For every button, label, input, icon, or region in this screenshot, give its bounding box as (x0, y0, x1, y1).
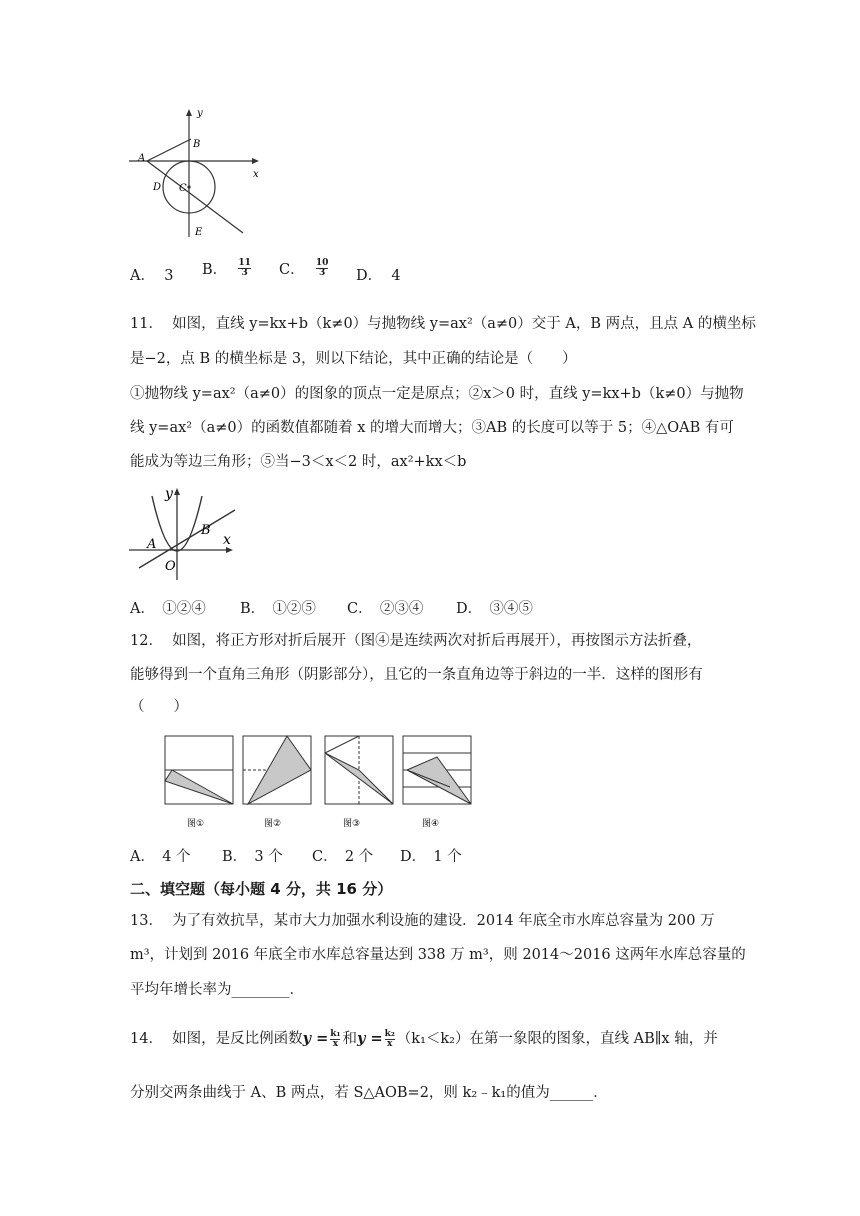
q10-label-d: D (153, 182, 162, 193)
q11-label-a: A (147, 537, 157, 552)
q12-line-2: 能够得到一个直角三角形（阴影部分），且它的一条直角边等于斜边的一半．这样的图形有 (130, 667, 703, 683)
q12-figure-3 (325, 736, 393, 804)
q11-line-3: ①抛物线 y=ax²（a≠0）的图象的顶点一定是原点；②x＞0 时，直线 y=kx+b（k≠0）与抛物 (130, 386, 744, 402)
q12-option-d[interactable]: D． 1 个 (400, 849, 462, 865)
q13-line-3: 平均年增长率为________． (130, 982, 304, 998)
q10-label-a: A (138, 153, 146, 164)
q11-label-o: O (165, 559, 176, 574)
q12-option-b[interactable]: B． 3 个 (222, 849, 283, 865)
q10-option-c[interactable]: C． $\frac{10}{3}$ (279, 258, 329, 278)
q12-figures (160, 733, 480, 833)
q11-option-b[interactable]: B． ①②⑤ (240, 601, 316, 617)
q14-line-2: 分别交两条曲线于 A、B 两点，若 S△AOB=2，则 k₂﹣k₁的值为______． (130, 1085, 608, 1101)
q10-label-e: E (195, 227, 203, 238)
q11-option-c[interactable]: C． ②③④ (347, 601, 424, 617)
q11-label-b: B (201, 523, 211, 538)
q12-option-a[interactable]: A． 4 个 (130, 849, 191, 865)
q13-line-1: 13． 为了有效抗旱，某市大力加强水利设施的建设．2014 年底全市水库总容量为 200 万 (130, 913, 715, 929)
q10-option-c-fraction: $\frac{10}{3}$ (315, 258, 329, 278)
q12-option-c[interactable]: C． 2 个 (312, 849, 374, 865)
q11-option-a[interactable]: A． ①②④ (130, 601, 206, 617)
q10-option-a[interactable]: A． 3 (130, 268, 174, 284)
q10-option-b-fraction: $\frac{11}{3}$ (238, 258, 251, 278)
q13-line-2: m³，计划到 2016 年底全市水库总容量达到 338 万 m³，则 2014～2016 这两年水库总容量的 (130, 947, 746, 963)
q14-fraction-k1: $\frac{\text{k₁}}{x}$ (330, 1028, 341, 1049)
q10-label-b: B (193, 139, 201, 150)
q12-label-1: 图① (187, 819, 205, 829)
q11-y-label: y (165, 486, 173, 502)
q11-line-4: 线 y=ax²（a≠0）的函数值都随着 x 的增大而增大；③AB 的长度可以等于 5；④△OAB 有可 (130, 420, 734, 436)
q12-line-1: 12． 如图，将正方形对折后展开（图④是连续两次对折后再展开），再按图示方法折叠， (130, 633, 702, 649)
q12-label-2: 图② (264, 819, 282, 829)
q11-figure (125, 486, 240, 584)
q10-figure (125, 103, 265, 243)
section-heading-fill-in: 二、填空题（每小题 4 分，共 16 分） (130, 880, 393, 898)
q10-option-d[interactable]: D． 4 (356, 268, 401, 284)
q10-option-b[interactable]: B． $\frac{11}{3}$ (202, 258, 251, 278)
q11-x-label: x (223, 532, 231, 548)
q10-label-c: C (179, 183, 187, 194)
q14-fraction-k2: $\frac{\text{k₂}}{x}$ (384, 1028, 395, 1049)
q11-line-2: 是−2，点 B 的横坐标是 3，则以下结论，其中正确的结论是（ ） (130, 351, 577, 367)
q10-x-label: x (253, 169, 259, 180)
q12-figure-1 (165, 736, 233, 804)
q11-option-d[interactable]: D． ③④⑤ (456, 601, 533, 617)
q12-line-3: （ ） (130, 699, 188, 715)
q12-label-3: 图③ (343, 819, 361, 829)
q10-y-label: y (197, 108, 203, 119)
q12-figure-4 (403, 736, 471, 804)
q11-line-5: 能成为等边三角形；⑤当−3＜x＜2 时，ax²+kx＜b (130, 454, 467, 470)
q12-label-4: 图④ (422, 819, 440, 829)
q12-figure-2 (243, 736, 311, 804)
q11-line-1: 11． 如图，直线 y=kx+b（k≠0）与抛物线 y=ax²（a≠0）交于 A，B 两点，且点 A 的横坐标 (130, 316, 756, 332)
q14-line-1: 14． 如图，是反比例函数y = $\frac{\text{k₁}}{x}$ 和y = $\frac{\text{k₂}}{x}$ （k₁＜k₂）在第一象限的图象，直线 AB∥x 轴，并 (130, 1028, 718, 1049)
